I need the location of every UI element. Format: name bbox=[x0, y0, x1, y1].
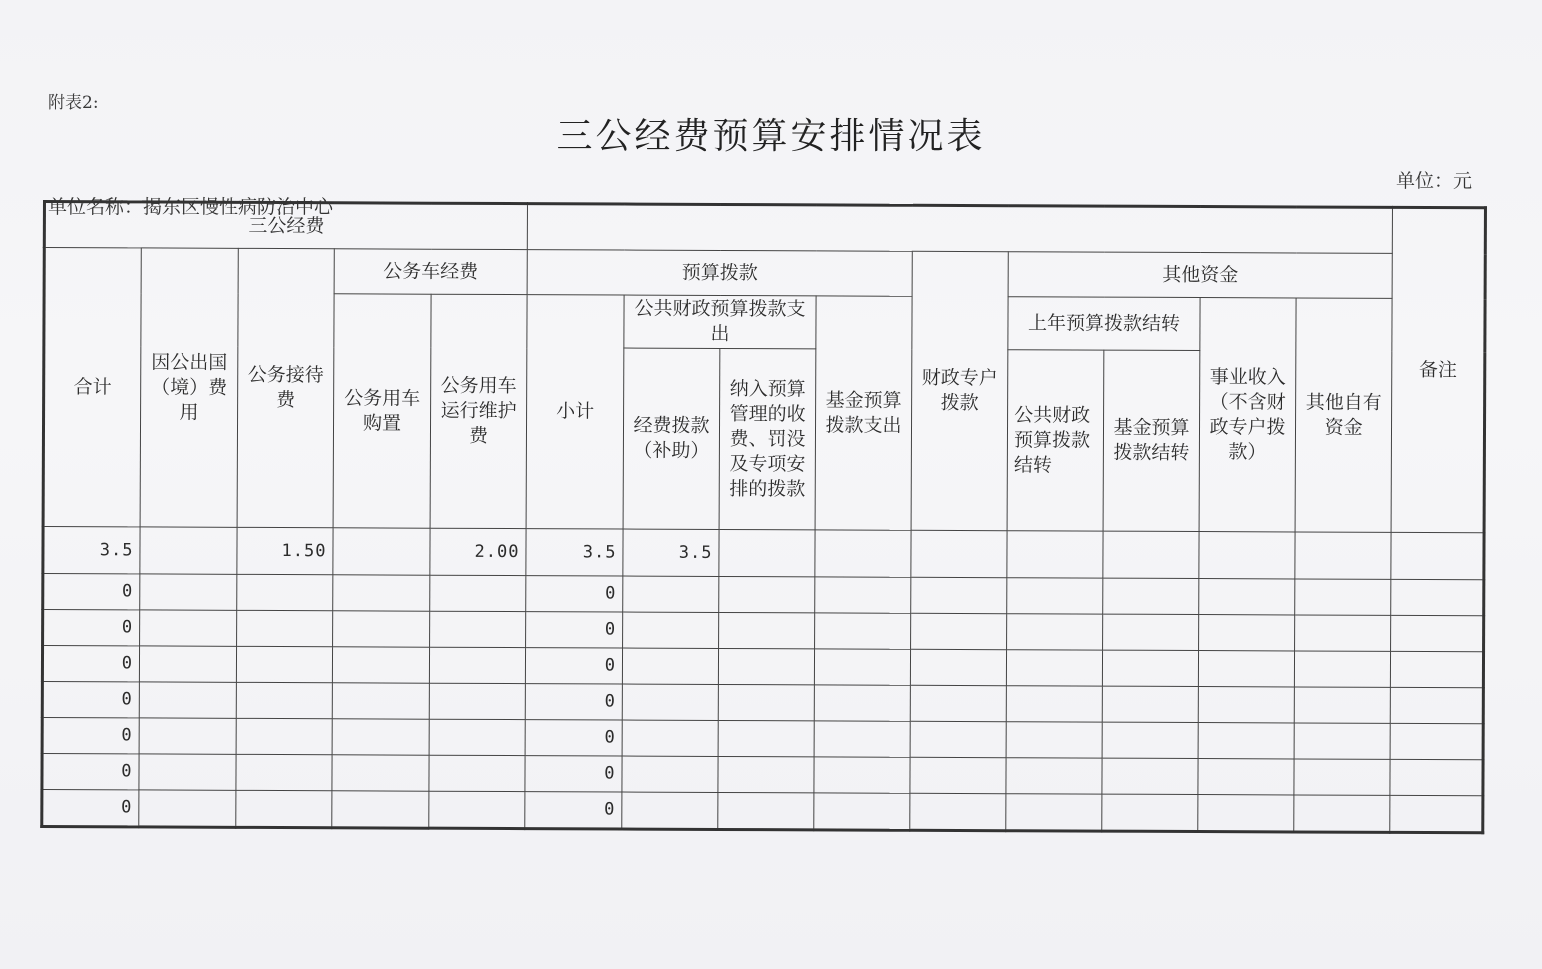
header-yusuan-bokuan: 预算拨款 bbox=[527, 250, 912, 297]
cell-empty bbox=[1390, 687, 1483, 723]
header-heji: 合计 bbox=[43, 248, 141, 527]
cell-empty bbox=[1391, 651, 1484, 687]
cell-empty bbox=[910, 721, 1006, 757]
cell-empty bbox=[1390, 759, 1483, 795]
cell-chuguo bbox=[139, 646, 236, 682]
table-row bbox=[42, 682, 1483, 724]
cell-empty bbox=[814, 649, 910, 685]
cell-xiaoji: 0 bbox=[526, 576, 623, 612]
header-gonggong-caizheng: 公共财政预算拨款支出 bbox=[624, 295, 816, 349]
cell-empty bbox=[719, 612, 815, 648]
cell-jingfei bbox=[622, 792, 718, 829]
cell-xiaoji: 0 bbox=[525, 684, 622, 720]
cell-chuguo bbox=[139, 790, 236, 827]
header-gongwuche-gouzhi: 公务用车购置 bbox=[333, 294, 431, 528]
cell-jiedai: 1.50 bbox=[237, 527, 333, 574]
cell-empty bbox=[1294, 759, 1390, 795]
cell-jingfei bbox=[622, 648, 718, 684]
cell-empty bbox=[911, 577, 1007, 613]
cell-empty bbox=[1198, 759, 1294, 795]
cell-jiedai bbox=[237, 574, 333, 610]
header-beizhu: 备注 bbox=[1391, 207, 1485, 532]
cell-yunxing bbox=[429, 647, 525, 683]
cell-jiedai bbox=[236, 790, 332, 827]
cell-yunxing: 2.00 bbox=[430, 528, 526, 575]
cell-gouzhi bbox=[332, 791, 429, 828]
header-blank-top bbox=[527, 204, 1392, 254]
cell-heji: 0 bbox=[42, 718, 139, 754]
cell-empty bbox=[814, 793, 910, 830]
header-caizheng-zhuanhu: 财政专户拨款 bbox=[911, 251, 1008, 530]
cell-empty bbox=[910, 685, 1006, 721]
cell-empty bbox=[815, 577, 911, 613]
header-gongwuche: 公务车经费 bbox=[334, 249, 527, 295]
cell-empty bbox=[719, 576, 815, 612]
cell-empty bbox=[1006, 758, 1102, 794]
cell-jingfei bbox=[622, 756, 718, 792]
table-row bbox=[42, 646, 1483, 688]
header-jijin-jiezhuan: 基金预算拨款结转 bbox=[1103, 350, 1200, 531]
cell-gouzhi bbox=[333, 611, 430, 647]
cell-heji: 3.5 bbox=[43, 527, 140, 574]
header-yingong-chuguo: 因公出国（境）费用 bbox=[140, 248, 238, 527]
cell-empty bbox=[1391, 579, 1484, 615]
cell-empty bbox=[911, 530, 1007, 577]
header-xiaoji: 小计 bbox=[526, 295, 624, 529]
cell-empty bbox=[1102, 758, 1198, 794]
header-qita-ziyou: 其他自有资金 bbox=[1295, 298, 1392, 532]
cell-empty bbox=[1295, 579, 1391, 615]
cell-heji: 0 bbox=[42, 646, 139, 682]
cell-empty bbox=[911, 613, 1007, 649]
cell-jingfei: 3.5 bbox=[623, 529, 719, 576]
cell-gouzhi bbox=[332, 719, 429, 755]
cell-empty bbox=[1007, 531, 1103, 578]
cell-empty bbox=[1390, 723, 1483, 759]
table-row bbox=[42, 718, 1483, 760]
cell-chuguo bbox=[140, 574, 237, 610]
cell-jingfei bbox=[622, 684, 718, 720]
cell-yunxing bbox=[430, 575, 526, 611]
cell-empty bbox=[718, 720, 814, 756]
cell-heji: 0 bbox=[42, 682, 139, 718]
cell-gouzhi bbox=[332, 647, 429, 683]
cell-empty bbox=[815, 530, 911, 577]
cell-empty bbox=[1391, 532, 1484, 579]
cell-jingfei bbox=[623, 576, 719, 612]
header-shiye-shouru: 事业收入（不含财政专户拨款） bbox=[1199, 298, 1296, 532]
cell-chuguo bbox=[139, 754, 236, 790]
cell-empty bbox=[910, 649, 1006, 685]
cell-empty bbox=[814, 685, 910, 721]
budget-table bbox=[40, 200, 1487, 834]
header-gongwuche-yunxing: 公务用车运行维护费 bbox=[430, 294, 527, 528]
cell-empty bbox=[1198, 723, 1294, 759]
cell-xiaoji: 0 bbox=[526, 612, 623, 648]
cell-empty bbox=[1390, 795, 1483, 832]
cell-heji: 0 bbox=[42, 790, 139, 827]
cell-empty bbox=[1103, 614, 1199, 650]
cell-chuguo bbox=[140, 610, 237, 646]
cell-xiaoji: 0 bbox=[525, 756, 622, 792]
cell-gouzhi bbox=[333, 528, 430, 575]
cell-heji: 0 bbox=[43, 574, 140, 610]
cell-empty bbox=[1198, 687, 1294, 723]
cell-jiedai bbox=[236, 682, 332, 718]
cell-xiaoji: 3.5 bbox=[526, 529, 623, 576]
header-naru-yusuan: 纳入预算管理的收费、罚没及专项安排的拨款 bbox=[719, 348, 816, 529]
cell-empty bbox=[718, 684, 814, 720]
budget-table-wrapper bbox=[40, 200, 1483, 858]
table-row bbox=[43, 610, 1484, 652]
cell-chuguo bbox=[139, 682, 236, 718]
cell-heji: 0 bbox=[42, 754, 139, 790]
cell-empty bbox=[1391, 615, 1484, 651]
cell-empty bbox=[1006, 722, 1102, 758]
cell-jiedai bbox=[236, 646, 332, 682]
page-title: 三公经费预算安排情况表 bbox=[556, 116, 986, 157]
organization-label: 单位名称：揭东区慢性病防治中心 bbox=[48, 196, 334, 218]
cell-empty bbox=[1102, 794, 1198, 831]
cell-empty bbox=[1103, 578, 1199, 614]
cell-empty bbox=[1006, 686, 1102, 722]
cell-empty bbox=[718, 648, 814, 684]
cell-jingfei bbox=[623, 612, 719, 648]
cell-empty bbox=[1198, 795, 1294, 832]
cell-jingfei bbox=[622, 720, 718, 756]
cell-empty bbox=[910, 793, 1006, 830]
cell-xiaoji: 0 bbox=[525, 792, 622, 829]
cell-yunxing bbox=[429, 791, 525, 828]
cell-empty bbox=[1294, 723, 1390, 759]
cell-jiedai bbox=[237, 610, 333, 646]
cell-jiedai bbox=[236, 754, 332, 790]
cell-empty bbox=[1199, 579, 1295, 615]
table-row bbox=[42, 790, 1483, 833]
cell-empty bbox=[1294, 687, 1390, 723]
attachment-label: 附表2: bbox=[48, 93, 99, 113]
cell-empty bbox=[1294, 651, 1390, 687]
cell-chuguo bbox=[139, 718, 236, 754]
cell-empty bbox=[910, 757, 1006, 793]
cell-empty bbox=[1102, 686, 1198, 722]
header-qita-zijin: 其他资金 bbox=[1008, 252, 1392, 299]
cell-heji: 0 bbox=[43, 610, 140, 646]
cell-yunxing bbox=[429, 683, 525, 719]
cell-empty bbox=[1102, 722, 1198, 758]
cell-empty bbox=[1199, 615, 1295, 651]
header-sangong: 三公经费 bbox=[44, 202, 527, 250]
cell-yunxing bbox=[429, 719, 525, 755]
cell-empty bbox=[1007, 614, 1103, 650]
cell-jiedai bbox=[236, 718, 332, 754]
cell-empty bbox=[1102, 650, 1198, 686]
table-row bbox=[42, 754, 1483, 796]
cell-empty bbox=[1007, 578, 1103, 614]
cell-empty bbox=[1006, 650, 1102, 686]
unit-label: 单位：元 bbox=[1395, 170, 1472, 192]
header-jingfei-bokuan: 经费拨款（补助） bbox=[623, 348, 720, 529]
cell-xiaoji: 0 bbox=[525, 648, 622, 684]
cell-empty bbox=[1198, 651, 1294, 687]
cell-empty bbox=[719, 529, 815, 576]
table-row bbox=[43, 527, 1484, 580]
cell-gouzhi bbox=[333, 575, 430, 611]
cell-empty bbox=[1294, 795, 1390, 832]
cell-empty bbox=[1006, 794, 1102, 831]
header-gongwu-jiedai: 公务接待费 bbox=[237, 248, 334, 527]
cell-yunxing bbox=[429, 755, 525, 791]
cell-empty bbox=[815, 613, 911, 649]
cell-yunxing bbox=[430, 611, 526, 647]
table-row bbox=[43, 574, 1484, 616]
header-gonggong-jiezhuan: 公共财政预算拨款结转 bbox=[1007, 350, 1104, 531]
header-row-1 bbox=[44, 202, 1485, 254]
cell-empty bbox=[718, 792, 814, 829]
cell-gouzhi bbox=[332, 755, 429, 791]
cell-empty bbox=[1103, 531, 1199, 578]
cell-chuguo bbox=[140, 527, 237, 574]
cell-empty bbox=[814, 721, 910, 757]
cell-empty bbox=[1295, 615, 1391, 651]
cell-empty bbox=[1199, 532, 1295, 579]
header-shangnian-jiezhuan: 上年预算拨款结转 bbox=[1008, 297, 1200, 351]
cell-empty bbox=[718, 756, 814, 792]
cell-gouzhi bbox=[332, 683, 429, 719]
header-jijin-yusuan: 基金预算拨款支出 bbox=[815, 296, 912, 530]
header-row-2 bbox=[44, 248, 1485, 299]
cell-empty bbox=[814, 757, 910, 793]
cell-xiaoji: 0 bbox=[525, 720, 622, 756]
cell-empty bbox=[1295, 532, 1391, 579]
